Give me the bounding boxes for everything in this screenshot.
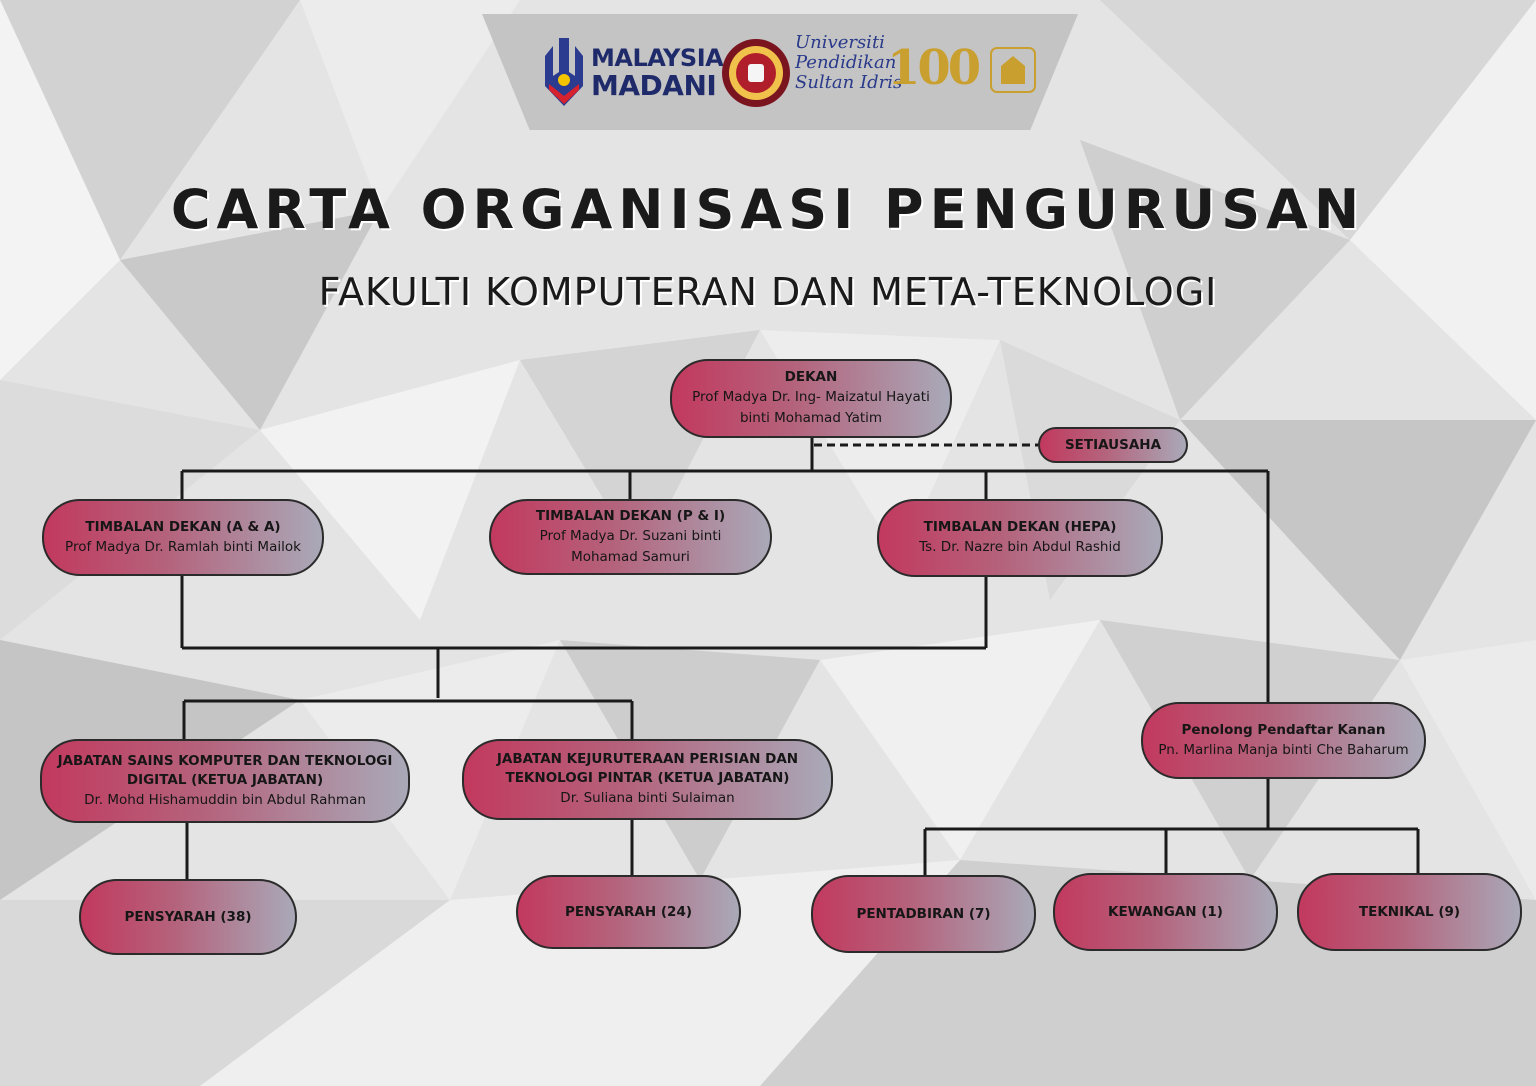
- node-teknikal: [1297, 873, 1522, 951]
- node-penolong-pendaftar-kanan: [1141, 702, 1426, 779]
- td-hepa-title: TIMBALAN DEKAN (HEPA): [923, 519, 1117, 535]
- node-setiausaha: [1038, 427, 1188, 463]
- td-pi-name: Prof Madya Dr. Suzani binti Mohamad Samuri: [539, 527, 722, 565]
- node-pensyarah-38: [79, 879, 297, 955]
- node-timbalan-dekan-pi: [489, 499, 772, 575]
- ppk-name: Pn. Marlina Manja binti Che Baharum: [1158, 741, 1409, 758]
- node-timbalan-dekan-aa: [42, 499, 324, 576]
- jab-kpt-name: Dr. Suliana binti Sulaiman: [560, 790, 735, 806]
- madani-line2: MADANI: [591, 69, 717, 102]
- pensyarah-24-title: PENSYARAH (24): [564, 903, 693, 920]
- kewangan-title: KEWANGAN (1): [1108, 903, 1223, 920]
- jab-kpt-title: JABATAN KEJURUTERAAN PERISIAN DAN TEKNOLOGI PINTAR (KETUA JABATAN): [496, 751, 799, 786]
- pensyarah-38-title: PENSYARAH (38): [124, 908, 252, 925]
- madani-line1: MALAYSIA: [591, 44, 724, 72]
- node-timbalan-dekan-hepa: [877, 499, 1163, 577]
- upsi-line2: Pendidikan: [795, 52, 897, 73]
- teknikal-title: TEKNIKAL (9): [1358, 903, 1461, 920]
- node-dekan: [670, 359, 952, 438]
- td-aa-title: TIMBALAN DEKAN (A & A): [85, 518, 281, 535]
- td-hepa-name: Ts. Dr. Nazre bin Abdul Rashid: [919, 539, 1121, 555]
- node-pentadbiran: [811, 875, 1036, 953]
- jab-skt-name: Dr. Mohd Hishamuddin bin Abdul Rahman: [84, 791, 366, 808]
- node-pensyarah-24: [516, 875, 741, 949]
- td-aa-name: Prof Madya Dr. Ramlah binti Mailok: [65, 538, 301, 555]
- td-pi-title: TIMBALAN DEKAN (P & I): [535, 507, 726, 524]
- centenary-logo: 100: [887, 40, 979, 96]
- dekan-name: Prof Madya Dr. Ing- Maizatul Hayati binti Mohamad Yatim: [692, 389, 930, 426]
- jab-skt-title: JABATAN SAINS KOMPUTER DAN TEKNOLOGI DIGITAL (KETUA JABATAN): [57, 752, 393, 788]
- upsi-line3: Sultan Idris: [795, 72, 903, 93]
- node-kewangan: [1053, 873, 1278, 951]
- upsi-line1: Universiti: [795, 32, 885, 53]
- node-jabatan-sains-komputer: [40, 739, 410, 823]
- dekan-title: DEKAN: [784, 369, 838, 385]
- page-subtitle: FAKULTI KOMPUTERAN DAN META-TEKNOLOGI: [318, 270, 1218, 314]
- setiausaha-title: SETIAUSAHA: [1064, 436, 1162, 453]
- ppk-title: Penolong Pendaftar Kanan: [1181, 721, 1386, 738]
- page-title: CARTA ORGANISASI PENGURUSAN: [170, 178, 1366, 241]
- pentadbiran-title: PENTADBIRAN (7): [856, 905, 991, 922]
- node-jabatan-kejuruteraan-perisian: [462, 739, 833, 820]
